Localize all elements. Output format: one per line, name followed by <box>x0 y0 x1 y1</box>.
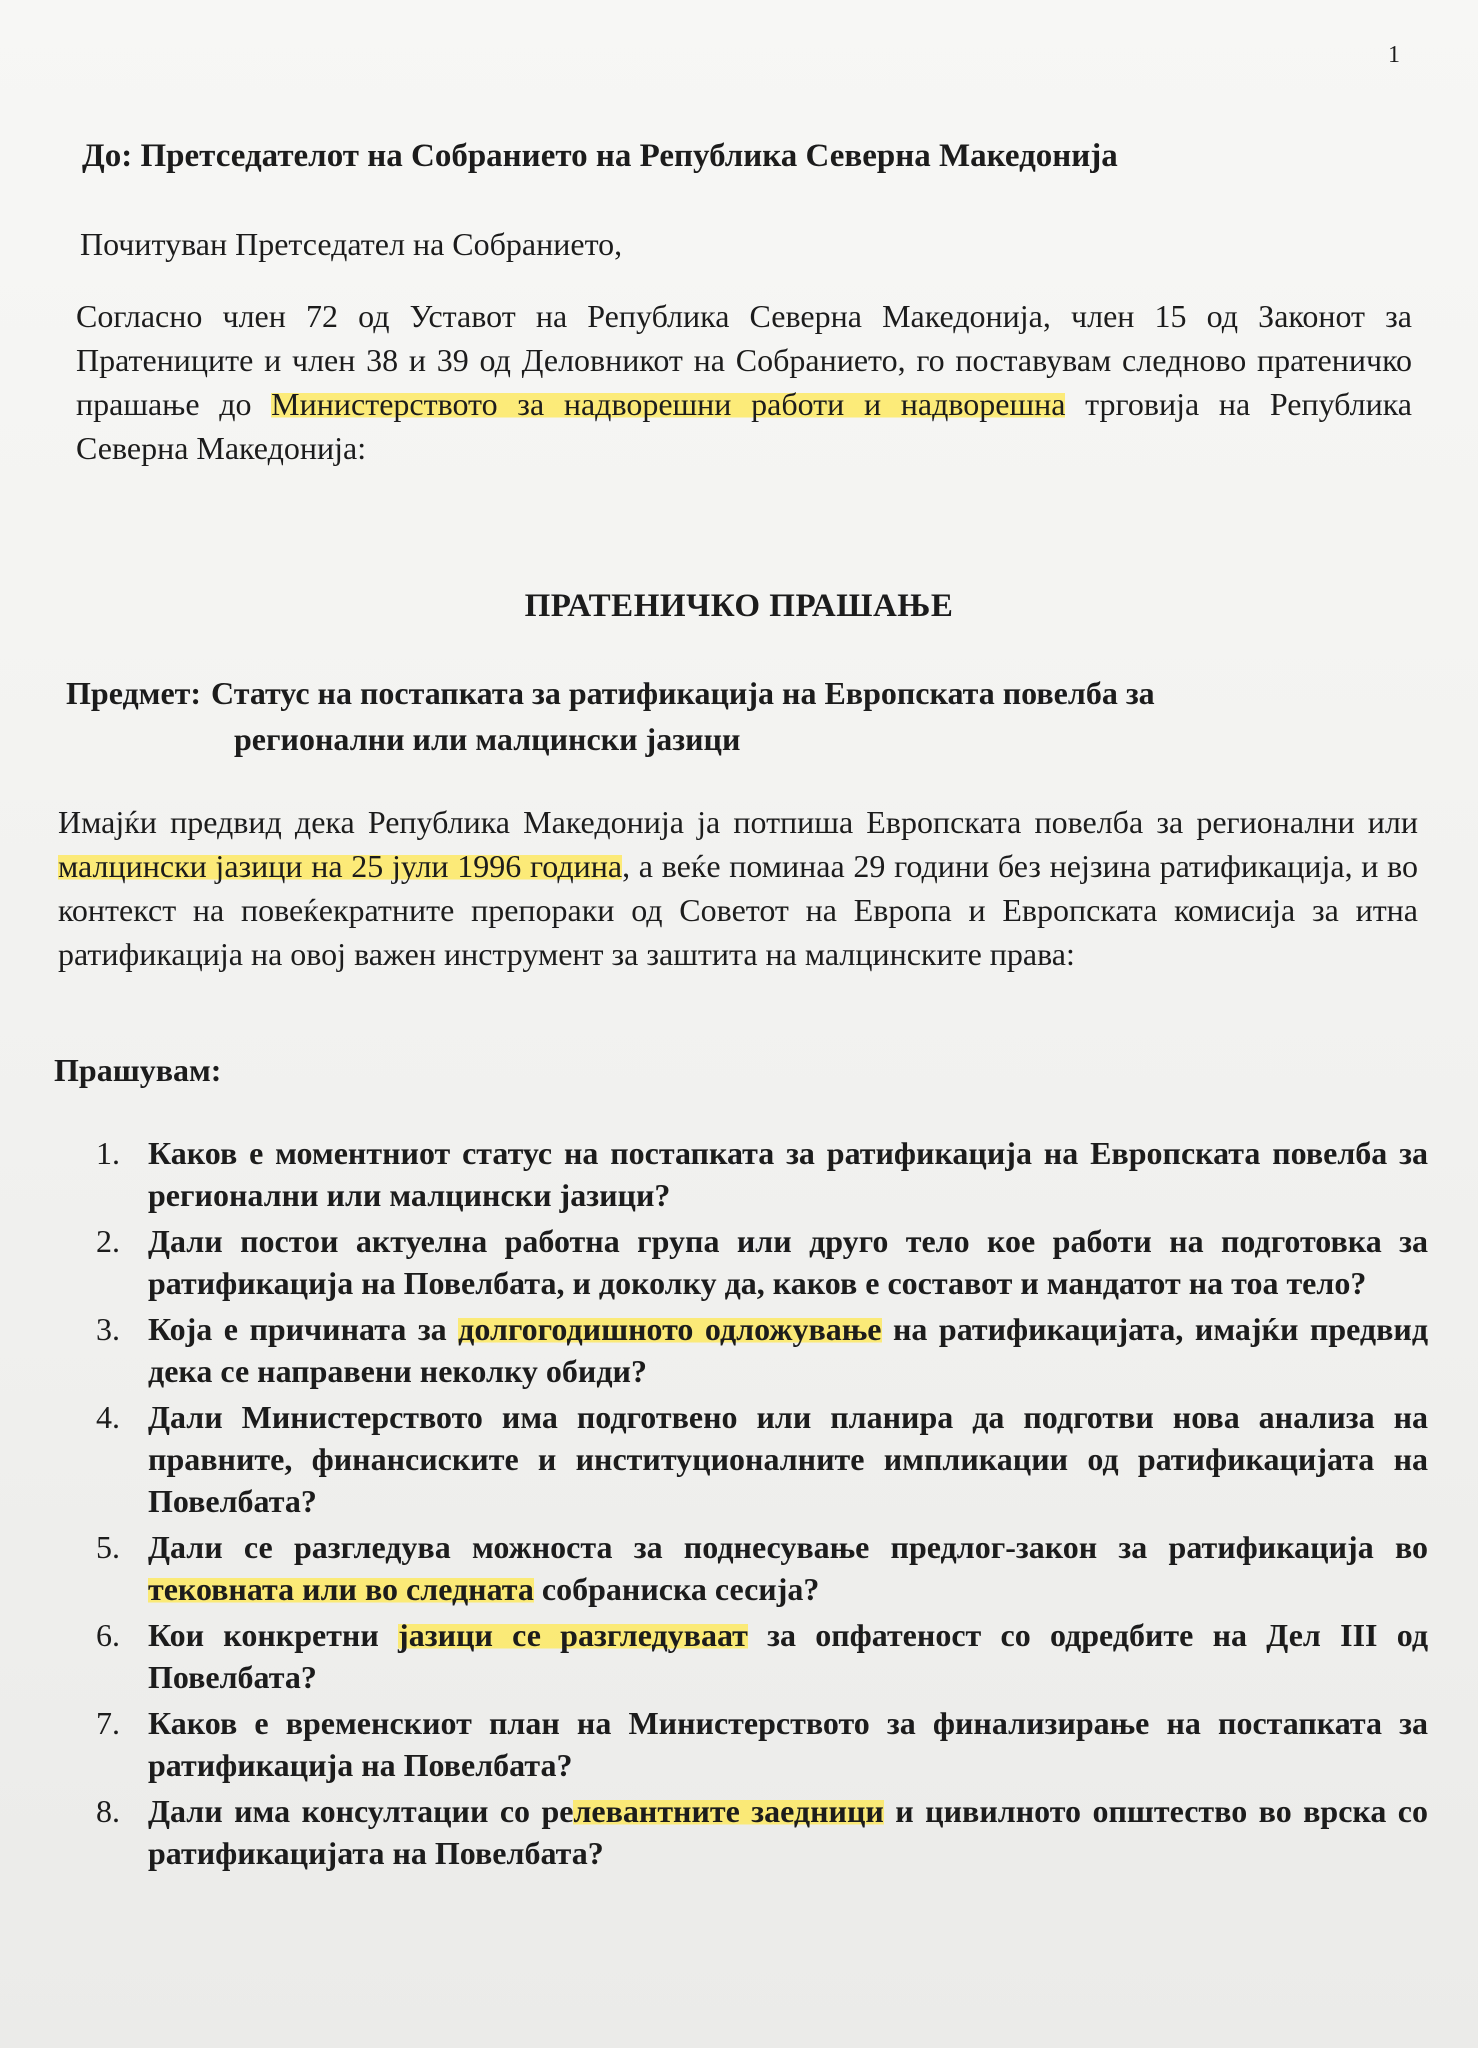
question-item <box>96 1526 1428 1610</box>
question-item <box>96 1790 1428 1874</box>
context-paragraph <box>58 800 1418 976</box>
salutation: Почитуван Претседател на Собранието, <box>80 226 623 262</box>
question-number: 3. <box>96 1311 120 1347</box>
question-highlight: долгогодишното одложување <box>458 1311 882 1347</box>
question-text: Кои конкретни јазици се разгледуваат за опфатеност со одредбите на Дел III од Повелбата? <box>148 1617 1429 1695</box>
ask-label: Прашувам: <box>54 1052 222 1088</box>
question-item <box>96 1396 1428 1522</box>
subject-line-2: регионални или малцински јазици <box>234 721 741 757</box>
question-text: Дали постои актуелна работна група или друго тело кое работи на подготовка за ратификација на Повелбата, и доколку да, каков е составот и мандатот на тоа тело? <box>148 1223 1428 1301</box>
question-number: 2. <box>96 1223 120 1259</box>
question-highlight: тековната или во следната <box>148 1571 534 1607</box>
question-number: 4. <box>96 1399 120 1435</box>
question-text: Која е причината за долгогодишното одложување на ратификацијата, имајќи предвид дека се направени неколку обиди? <box>148 1311 1429 1389</box>
question-text: Дали има консултации со релевантните заедници и цивилното општество во врска со ратификацијата на Повелбата? <box>148 1793 1429 1871</box>
questions-list <box>96 1132 1428 1878</box>
intro-text-end: трговија на Република Северна Македонија: <box>76 386 1412 466</box>
question-text: Дали Министерството има подготвено или планира да подготви нова анализа на правните, финансиските и институционалните импликации од ратификацијата на Повелбата? <box>148 1399 1428 1519</box>
question-item <box>96 1132 1428 1216</box>
context-text: Имајќи предвид дека Република Македонија ја потпиша Европската повелба за регионални или <box>58 804 1418 840</box>
question-highlight: јазици се разгледуваат <box>398 1617 748 1653</box>
question-text: Каков е временскиот план на Министерството за финализирање на постапката за ратификација на Повелбата? <box>148 1705 1428 1783</box>
intro-text: Согласно член 72 од Уставот на Република Северна Македонија, член 15 од Законот за Пратениците и член 38 и 39 од Деловникот на Собранието, го поставувам следново пратеничко прашање до <box>76 298 1412 422</box>
context-text-end: , а веќе поминаа 29 години без нејзина ратификација, и во контекст на повеќекратните препораки од Советот на Европа и Европската комисија за итна ратификација на овој важен инструмент за заштита на малцинските права: <box>58 848 1419 972</box>
intro-highlight: Министерството за надворешни работи и надворешна <box>271 386 1066 422</box>
question-item <box>96 1614 1428 1698</box>
question-number: 1. <box>96 1135 120 1171</box>
question-number: 6. <box>96 1617 120 1653</box>
context-highlight: малцински јазици на 25 јули 1996 година <box>58 848 623 884</box>
question-item <box>96 1702 1428 1786</box>
question-item <box>96 1308 1428 1392</box>
question-item <box>96 1220 1428 1304</box>
subject-label: Предмет: <box>66 675 202 711</box>
addressee-line: До: Претседателот на Собранието на Република Северна Македонија <box>82 138 1118 174</box>
subject-block <box>66 670 1426 762</box>
question-number: 8. <box>96 1793 120 1829</box>
question-text: Дали се разгледува можноста за поднесување предлог-закон за ратификација во тековната или во следната собраниска сесија? <box>148 1529 1428 1607</box>
question-number: 7. <box>96 1705 120 1741</box>
document-title: ПРАТЕНИЧКО ПРАШАЊЕ <box>524 588 954 624</box>
question-text: Каков е моментниот статус на постапката за ратификација на Европската повелба за регионални или малцински јазици? <box>148 1135 1428 1213</box>
question-highlight: левантните заедници <box>573 1793 884 1829</box>
page-number: 1 <box>1388 42 1400 68</box>
intro-paragraph <box>76 294 1412 470</box>
question-number: 5. <box>96 1529 120 1565</box>
subject-line-1: Статус на постапката за ратификација на Европската повелба за <box>211 675 1155 711</box>
